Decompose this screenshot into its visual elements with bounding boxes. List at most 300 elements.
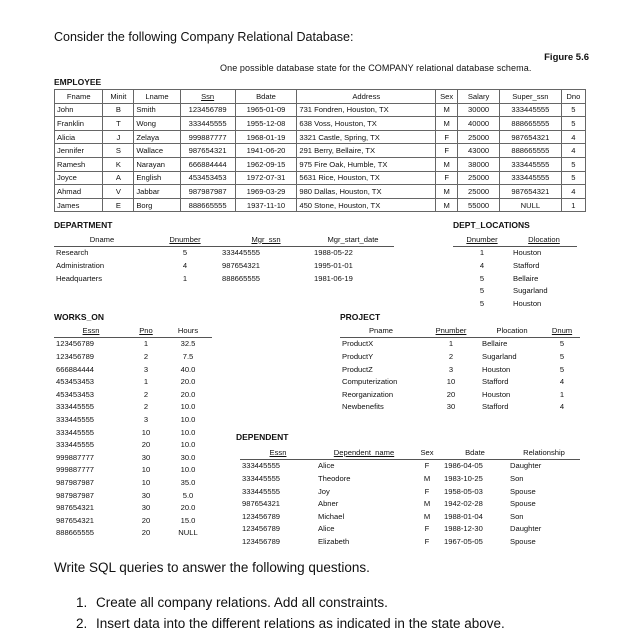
table-cell: Borg (134, 198, 180, 212)
table-cell: 5 (561, 117, 585, 131)
column-header: Hours (164, 324, 212, 337)
table-cell: Headquarters (56, 273, 103, 283)
table-cell: 987654321 (500, 130, 562, 144)
table-cell: 333445555 (56, 440, 95, 450)
figure-number: Figure 5.6 (544, 52, 589, 63)
table-cell: 5.0 (182, 490, 194, 500)
table-row (54, 388, 212, 401)
table-cell: 888665555 (56, 528, 95, 538)
table-cell: 5 (479, 273, 485, 283)
table-cell: 980 Dallas, Houston, TX (297, 185, 436, 199)
table-cell: 20 (141, 440, 151, 450)
header-row (240, 446, 580, 459)
table-cell: 666884444 (56, 364, 95, 374)
table-cell: 10.0 (180, 427, 196, 437)
question-item (76, 613, 505, 634)
table-cell: 333445555 (242, 461, 281, 471)
table-cell: 10.0 (180, 402, 196, 412)
table-cell: 30000 (458, 103, 500, 117)
table-row (54, 363, 212, 376)
question-item (76, 592, 505, 613)
column-header: Sex (412, 446, 442, 459)
table-cell: 20.0 (180, 503, 196, 513)
table-cell: K (103, 157, 134, 171)
table-cell: 291 Berry, Bellaire, TX (297, 144, 436, 158)
table-cell: 5631 Rice, Houston, TX (297, 171, 436, 185)
table-row (54, 527, 212, 540)
column-header: Essn (240, 446, 316, 459)
table-cell: 999887777 (56, 452, 95, 462)
table-row (340, 363, 580, 376)
table-cell: Wallace (134, 144, 180, 158)
table-cell: 4 (479, 260, 485, 270)
table-cell: 5 (182, 248, 188, 258)
table-cell: 987654321 (242, 499, 281, 509)
table-cell: Theodore (318, 473, 351, 483)
header-row (340, 324, 580, 337)
table-cell: ProductY (342, 351, 374, 361)
table-cell: Joy (318, 486, 330, 496)
column-header: Dnumber (453, 233, 511, 246)
table-cell: Son (510, 473, 524, 483)
table-cell: Research (56, 248, 89, 258)
table-cell: 1 (143, 339, 149, 349)
header-row (55, 90, 586, 104)
table-cell: 3 (448, 364, 454, 374)
table-cell: Daughter (510, 524, 542, 534)
table-row (55, 171, 586, 185)
table-cell: 333445555 (180, 117, 235, 131)
table-cell: Sugarland (513, 286, 548, 296)
table-cell: 123456789 (242, 536, 281, 546)
table-cell: 1995-01-01 (314, 260, 353, 270)
table-cell: 333445555 (56, 402, 95, 412)
question-text: Insert data into the different relations as indicated in the state above. (96, 616, 505, 631)
table-row (240, 535, 580, 548)
table-cell: 888665555 (500, 117, 562, 131)
table-cell: 4 (559, 377, 565, 387)
table-cell: 4 (561, 130, 585, 144)
table-cell: Narayan (134, 157, 180, 171)
table-cell: 1967-05-05 (444, 536, 483, 546)
table-cell: 38000 (458, 157, 500, 171)
table-cell: 1965-01-09 (235, 103, 297, 117)
table-cell: Houston (513, 298, 542, 308)
table-cell: 5 (561, 171, 585, 185)
table-cell: Houston (482, 389, 511, 399)
column-header: Sex (436, 90, 458, 104)
table-row (54, 272, 394, 285)
table-cell: 1 (182, 273, 188, 283)
table-row (453, 246, 577, 259)
column-header: Pname (340, 324, 422, 337)
table-row (55, 157, 586, 171)
table-cell: Computerization (342, 377, 398, 387)
table-cell: Jabbar (134, 185, 180, 199)
table-cell: 7.5 (182, 351, 194, 361)
column-header: Dnum (544, 324, 580, 337)
table-cell: 30 (141, 503, 151, 513)
table-cell: 1972-07-31 (235, 171, 297, 185)
table-row (54, 337, 212, 350)
table-cell: 123456789 (56, 351, 95, 361)
table-cell: 123456789 (180, 103, 235, 117)
table-cell: Zelaya (134, 130, 180, 144)
table-row (453, 297, 577, 310)
table-row (453, 272, 577, 285)
table-cell: 55000 (458, 198, 500, 212)
table-cell: Smith (134, 103, 180, 117)
table-cell: 1 (143, 377, 149, 387)
table-cell: 987654321 (56, 503, 95, 513)
table-cell: 2 (143, 402, 149, 412)
table-cell: S (103, 144, 134, 158)
table-row (55, 130, 586, 144)
table-cell: 123456789 (242, 511, 281, 521)
table-cell: 32.5 (180, 339, 196, 349)
table-row (340, 388, 580, 401)
table-cell: Houston (513, 248, 542, 258)
table-row (54, 438, 212, 451)
table-cell: 1981-06-19 (314, 273, 353, 283)
column-header: Ssn (180, 90, 235, 104)
table-cell: ProductX (342, 339, 374, 349)
department-table (54, 233, 394, 284)
table-cell: 333445555 (56, 427, 95, 437)
table-row (54, 350, 212, 363)
table-cell: 453453453 (180, 171, 235, 185)
table-cell: Administration (56, 260, 105, 270)
column-header: Dnumber (150, 233, 220, 246)
table-cell: ProductZ (342, 364, 373, 374)
table-cell: 20.0 (180, 389, 196, 399)
table-cell: 333445555 (56, 414, 95, 424)
table-cell: 30.0 (180, 452, 196, 462)
instructions-text: Write SQL queries to answer the following questions. (54, 560, 370, 575)
table-row (240, 497, 580, 510)
table-cell: 5 (479, 286, 485, 296)
table-cell: M (423, 473, 431, 483)
table-cell: F (436, 130, 458, 144)
table-cell: 1988-01-04 (444, 511, 483, 521)
table-row (240, 523, 580, 536)
table-cell: 333445555 (222, 248, 261, 258)
dependent-title: DEPENDENT (236, 432, 289, 442)
table-cell: 30 (141, 490, 151, 500)
table-row (340, 350, 580, 363)
table-cell: James (55, 198, 103, 212)
table-cell: Newbenefits (342, 402, 384, 412)
table-cell: Bellaire (513, 273, 539, 283)
table-cell: 1942-02-28 (444, 499, 483, 509)
column-header: Dlocation (511, 233, 577, 246)
department-title: DEPARTMENT (54, 220, 113, 230)
table-cell: M (436, 103, 458, 117)
table-cell: 10 (141, 465, 151, 475)
table-cell: 1958-05-03 (444, 486, 483, 496)
table-cell: 1955-12-08 (235, 117, 297, 131)
table-cell: F (424, 536, 430, 546)
table-cell: 2 (448, 351, 454, 361)
question-text: Create all company relations. Add all constraints. (96, 595, 388, 610)
header-row (453, 233, 577, 246)
table-cell: 999887777 (56, 465, 95, 475)
project-title: PROJECT (340, 312, 381, 322)
table-row (54, 464, 212, 477)
table-row (54, 259, 394, 272)
table-cell: 987654321 (222, 260, 261, 270)
table-cell: 1962-09-15 (235, 157, 297, 171)
table-cell: 987654321 (56, 515, 95, 525)
table-cell: 1988-12-30 (444, 524, 483, 534)
table-row (340, 375, 580, 388)
table-row (54, 451, 212, 464)
table-cell: M (436, 198, 458, 212)
table-cell: 3 (143, 414, 149, 424)
table-cell: 25000 (458, 130, 500, 144)
table-cell: 1988-05-22 (314, 248, 353, 258)
table-cell: 3 (143, 364, 149, 374)
table-cell: Houston (482, 364, 511, 374)
table-cell: 1969-03-29 (235, 185, 297, 199)
question-number: 1. (76, 595, 88, 610)
table-cell: 10.0 (180, 465, 196, 475)
table-cell: 1968-01-19 (235, 130, 297, 144)
table-cell: 999887777 (180, 130, 235, 144)
table-row (54, 375, 212, 388)
table-cell: 20 (141, 515, 151, 525)
table-cell: Abner (318, 499, 339, 509)
column-header: Bdate (442, 446, 508, 459)
table-cell: T (103, 117, 134, 131)
column-header: Salary (458, 90, 500, 104)
table-row (340, 337, 580, 350)
table-cell: Joyce (55, 171, 103, 185)
table-cell: 5 (559, 339, 565, 349)
table-cell: 2 (143, 351, 149, 361)
table-cell: 123456789 (56, 339, 95, 349)
table-row (55, 103, 586, 117)
table-cell: B (103, 103, 134, 117)
table-cell: 10 (446, 377, 456, 387)
table-row (240, 459, 580, 472)
question-list (76, 592, 505, 634)
header-row (54, 233, 394, 246)
table-row (55, 198, 586, 212)
table-row (55, 185, 586, 199)
table-cell: 987987987 (180, 185, 235, 199)
works-on-table (54, 324, 212, 539)
table-row (453, 284, 577, 297)
table-cell: M (436, 185, 458, 199)
column-header: Bdate (235, 90, 297, 104)
table-cell: 1 (561, 198, 585, 212)
table-cell: 2 (143, 389, 149, 399)
table-cell: John (55, 103, 103, 117)
table-cell: Stafford (482, 377, 509, 387)
table-row (54, 246, 394, 259)
table-cell: 10 (141, 427, 151, 437)
works-on-title: WORKS_ON (54, 312, 105, 322)
table-cell: F (436, 144, 458, 158)
table-cell: Jennifer (55, 144, 103, 158)
table-cell: F (424, 461, 430, 471)
column-header: Mgr_start_date (312, 233, 394, 246)
table-row (54, 426, 212, 439)
table-cell: NULL (500, 198, 562, 212)
table-cell: 40000 (458, 117, 500, 131)
table-cell: 10.0 (180, 440, 196, 450)
table-cell: F (424, 486, 430, 496)
column-header: Minit (103, 90, 134, 104)
table-row (54, 413, 212, 426)
table-cell: F (424, 524, 430, 534)
table-cell: 333445555 (242, 473, 281, 483)
table-cell: 3321 Castle, Spring, TX (297, 130, 436, 144)
column-header: Mgr_ssn (220, 233, 312, 246)
table-row (55, 144, 586, 158)
table-cell: Bellaire (482, 339, 508, 349)
table-cell: M (436, 117, 458, 131)
table-cell: Ramesh (55, 157, 103, 171)
table-cell: 1937-11-10 (235, 198, 297, 212)
table-cell: 638 Voss, Houston, TX (297, 117, 436, 131)
table-cell: Stafford (513, 260, 540, 270)
table-cell: 333445555 (242, 486, 281, 496)
table-cell: Elizabeth (318, 536, 350, 546)
table-cell: J (103, 130, 134, 144)
table-cell: E (103, 198, 134, 212)
table-cell: 1983-10-25 (444, 473, 483, 483)
table-cell: 15.0 (180, 515, 196, 525)
table-cell: Stafford (482, 402, 509, 412)
table-cell: V (103, 185, 134, 199)
table-cell: 666884444 (180, 157, 235, 171)
table-cell: Daughter (510, 461, 542, 471)
column-header: Address (297, 90, 436, 104)
table-cell: 30 (446, 402, 456, 412)
table-cell: Ahmad (55, 185, 103, 199)
dept-locations-table (453, 233, 577, 310)
table-cell: 987654321 (500, 185, 562, 199)
table-cell: 333445555 (500, 103, 562, 117)
table-cell: NULL (178, 528, 198, 538)
table-row (240, 485, 580, 498)
table-cell: 1 (479, 248, 485, 258)
table-cell: 731 Fondren, Houston, TX (297, 103, 436, 117)
table-cell: 888665555 (180, 198, 235, 212)
table-cell: 1941-06-20 (235, 144, 297, 158)
column-header: Lname (134, 90, 180, 104)
table-cell: M (423, 511, 431, 521)
table-cell: 987987987 (56, 477, 95, 487)
table-cell: 25000 (458, 185, 500, 199)
table-cell: 10 (141, 477, 151, 487)
table-cell: 4 (559, 402, 565, 412)
table-cell: 20 (141, 528, 151, 538)
header-row (54, 324, 212, 337)
table-cell: Son (510, 511, 524, 521)
table-cell: 43000 (458, 144, 500, 158)
table-cell: 975 Fire Oak, Humble, TX (297, 157, 436, 171)
table-cell: Wong (134, 117, 180, 131)
table-row (240, 510, 580, 523)
column-header: Dependent_name (316, 446, 412, 459)
table-row (54, 489, 212, 502)
table-cell: 4 (561, 185, 585, 199)
table-cell: 123456789 (242, 524, 281, 534)
column-header: Dname (54, 233, 150, 246)
table-cell: 1 (448, 339, 454, 349)
table-row (340, 401, 580, 414)
column-header: Dno (561, 90, 585, 104)
table-cell: M (423, 499, 431, 509)
column-header: Relationship (508, 446, 580, 459)
table-row (453, 259, 577, 272)
table-cell: 5 (561, 157, 585, 171)
table-cell: 888665555 (500, 144, 562, 158)
table-cell: 987654321 (180, 144, 235, 158)
employee-table (54, 89, 586, 212)
project-table (340, 324, 580, 413)
column-header: Super_ssn (500, 90, 562, 104)
table-cell: 5 (559, 351, 565, 361)
table-cell: 4 (182, 260, 188, 270)
table-cell: 40.0 (180, 364, 196, 374)
table-cell: Sugarland (482, 351, 517, 361)
table-row (54, 501, 212, 514)
table-cell: Alice (318, 461, 335, 471)
table-cell: 1986-04-05 (444, 461, 483, 471)
column-header: Essn (54, 324, 128, 337)
table-cell: F (436, 171, 458, 185)
question-number: 2. (76, 616, 88, 631)
table-cell: Spouse (510, 536, 536, 546)
table-cell: M (436, 157, 458, 171)
table-cell: 453453453 (56, 377, 95, 387)
dependent-table (240, 446, 580, 548)
table-cell: 30 (141, 452, 151, 462)
column-header: Plocation (480, 324, 544, 337)
table-row (54, 476, 212, 489)
table-row (54, 514, 212, 527)
table-cell: 333445555 (500, 157, 562, 171)
table-cell: 450 Stone, Houston, TX (297, 198, 436, 212)
table-row (54, 401, 212, 414)
table-cell: 25000 (458, 171, 500, 185)
table-cell: 5 (559, 364, 565, 374)
figure-caption: One possible database state for the COMPANY relational database schema. (220, 63, 532, 73)
table-cell: 333445555 (500, 171, 562, 185)
table-cell: 10.0 (180, 414, 196, 424)
employee-title: EMPLOYEE (54, 77, 102, 87)
intro-text: Consider the following Company Relational Database: (54, 30, 354, 44)
table-cell: 987987987 (56, 490, 95, 500)
dept-locations-title: DEPT_LOCATIONS (453, 220, 530, 230)
table-cell: 888665555 (222, 273, 261, 283)
table-cell: Spouse (510, 499, 536, 509)
column-header: Pnumber (422, 324, 480, 337)
table-cell: A (103, 171, 134, 185)
table-cell: Alice (318, 524, 335, 534)
table-cell: Franklin (55, 117, 103, 131)
column-header: Fname (55, 90, 103, 104)
table-cell: 4 (561, 144, 585, 158)
table-row (55, 117, 586, 131)
table-cell: Reorganization (342, 389, 394, 399)
table-cell: Alicia (55, 130, 103, 144)
table-cell: English (134, 171, 180, 185)
